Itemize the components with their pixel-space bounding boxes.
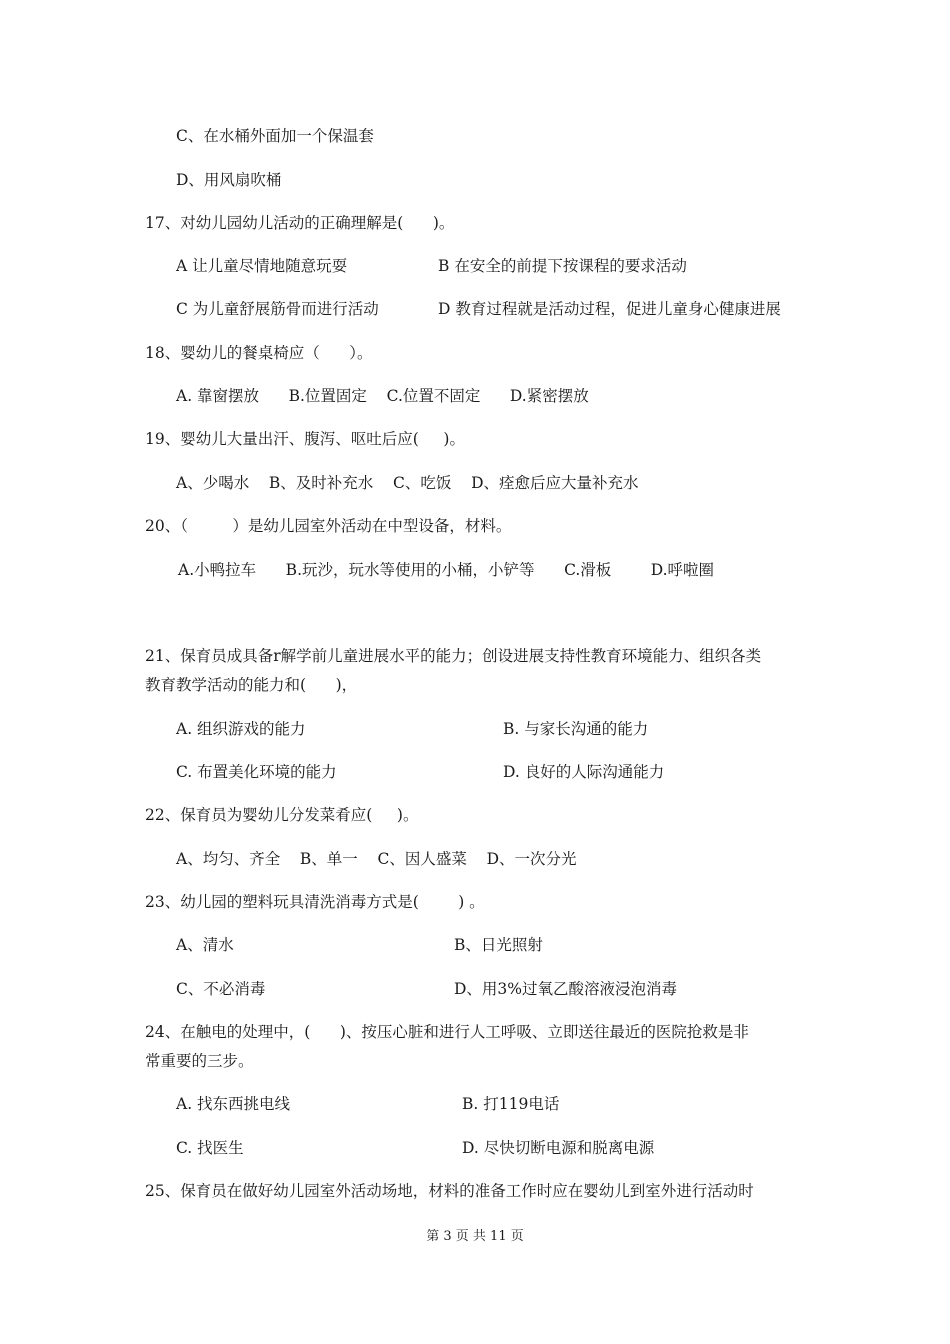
q17-stem: 17、对幼儿园幼儿活动的正确理解是( )。 [145,214,455,232]
q17-option-b: B 在安全的前提下按课程的要求活动 [438,257,687,275]
q20-options: A.小鸭拉车 B.玩沙，玩水等使用的小桶，小铲等 C.滑板 D.呼啦圈 [178,561,715,579]
q21-option-c: C. 布置美化环境的能力 [176,763,337,781]
q19-options: A、少喝水 B、及时补充水 C、吃饭 D、痊愈后应大量补充水 [176,474,639,492]
q23-option-c: C、不必消毒 [176,980,266,998]
q23-stem: 23、幼儿园的塑料玩具清洗消毒方式是( ) 。 [145,893,485,911]
q23-option-d: D、用3%过氧乙酸溶液浸泡消毒 [454,980,678,998]
q19-stem: 19、婴幼儿大量出汗、腹泻、呕吐后应( )。 [145,430,465,448]
q21-stem-line-2: 教育教学活动的能力和( )， [145,676,358,694]
q17-option-a: A 让儿童尽情地随意玩耍 [176,257,348,275]
q24-stem-line-1: 24、在触电的处理中，( )、按压心脏和进行人工呼吸、立即送往最近的医院抢救是非 [145,1023,749,1041]
q18-options: A. 靠窗摆放 B.位置固定 C.位置不固定 D.紧密摆放 [176,387,589,405]
q22-options: A、均匀、齐全 B、单一 C、因人盛菜 D、一次分光 [176,850,577,868]
q17-option-c: C 为儿童舒展筋骨而进行活动 [176,300,379,318]
q16-option-c: C、在水桶外面加一个保温套 [176,127,374,145]
q24-option-b: B. 打119电话 [462,1095,560,1113]
q23-option-a: A、清水 [176,936,234,954]
q17-option-d: D 教育过程就是活动过程，促进儿童身心健康进展 [438,300,781,318]
q22-stem: 22、保育员为婴幼儿分发菜肴应( )。 [145,806,419,824]
q24-option-a: A. 找东西挑电线 [176,1095,291,1113]
q24-stem-line-2: 常重要的三步。 [145,1052,254,1070]
q21-option-b: B. 与家长沟通的能力 [503,720,649,738]
q21-stem-line-1: 21、保育员成具备r解学前儿童进展水平的能力；创设进展支持性教育环境能力、组织各类 [145,647,762,665]
page-number-footer: 第 3 页 共 11 页 [426,1229,524,1244]
q20-stem: 20、（ ）是幼儿园室外活动在中型设备，材料。 [145,517,512,535]
q21-option-a: A. 组织游戏的能力 [176,720,306,738]
q24-option-d: D. 尽快切断电源和脱离电源 [462,1139,655,1157]
q23-option-b: B、日光照射 [454,936,543,954]
q25-stem-line-1: 25、保育员在做好幼儿园室外活动场地，材料的准备工作时应在婴幼儿到室外进行活动时 [145,1182,754,1200]
q16-option-d: D、用风扇吹桶 [176,171,282,189]
q21-option-d: D. 良好的人际沟通能力 [503,763,665,781]
q18-stem: 18、婴幼儿的餐桌椅应（ ）。 [145,344,373,362]
q24-option-c: C. 找医生 [176,1139,244,1157]
